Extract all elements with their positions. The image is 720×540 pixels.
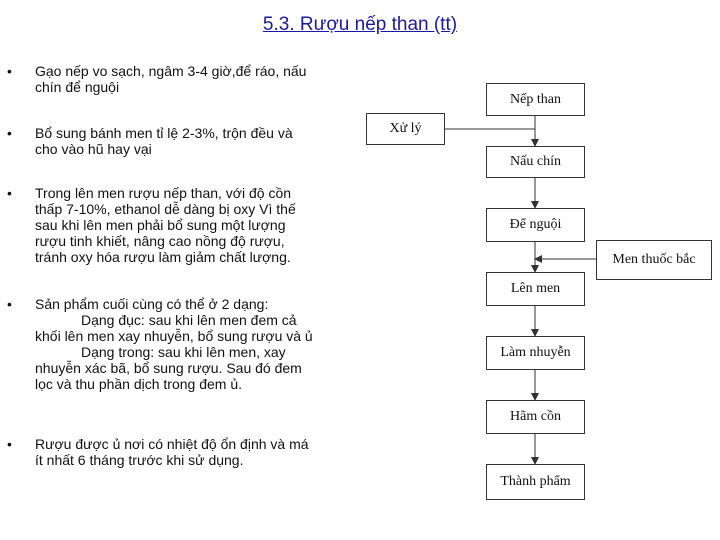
flow-step-label: Làm nhuyễn <box>500 345 571 360</box>
flow-input-xu-ly <box>366 113 445 145</box>
bullet-dot: • <box>7 63 12 79</box>
bullet-line: Rượu được ủ nơi có nhiệt độ ổn định và má <box>35 436 309 452</box>
bullet-line: Sản phẩm cuối cùng có thể ở 2 dạng: <box>35 296 269 312</box>
flow-step-nep-than <box>486 83 585 116</box>
flow-step-len-men <box>486 272 585 306</box>
flow-step-label: Lên men <box>510 281 561 296</box>
bullet-line: chín để nguội <box>35 79 120 95</box>
bullet-dot: • <box>7 296 12 312</box>
flow-step-label: Nấu chín <box>510 154 561 169</box>
bullet-line: Bổ sung bánh men tỉ lệ 2-3%, trộn đều và <box>35 125 293 141</box>
flow-input-men-thuoc-bac <box>596 240 712 280</box>
bullet-line: Dạng đục: sau khi lên men đem cả <box>81 312 297 328</box>
flow-step-lam-nhuyen <box>486 336 585 370</box>
bullet-line: khối lên men xay nhuyễn, bổ sung rượu và ủ <box>35 328 313 344</box>
bullet-line: tránh oxy hóa rượu làm giảm chất lượng. <box>35 249 291 265</box>
bullet-line: rượu tinh khiết, nâng cao nồng độ rượu, <box>35 233 285 249</box>
flow-step-thanh-pham <box>486 464 585 500</box>
bullet-line: Trong lên men rượu nếp than, với độ cồn <box>35 185 292 201</box>
flow-step-label: Nếp than <box>510 91 561 107</box>
bullet-line: lọc và thu phần dịch trong đem ủ. <box>35 376 243 392</box>
flow-step-label: Thành phẩm <box>500 474 571 489</box>
flow-step-de-nguoi <box>486 208 585 242</box>
bullet-line: nhuyễn xác bã, bổ sung rượu. Sau đó đem <box>35 360 302 376</box>
bullet-line: sau khi lên men phải bổ sung một lượng <box>35 217 286 233</box>
bullet-line: Gạo nếp vo sạch, ngâm 3-4 giờ,để ráo, nấu <box>35 63 307 79</box>
flow-input-label: Men thuốc bắc <box>612 252 696 267</box>
flow-step-ham-con <box>486 400 585 434</box>
bullet-dot: • <box>7 125 12 141</box>
bullet-dot: • <box>7 436 12 452</box>
slide-title-text: 5.3. Rượu nếp than (tt) <box>262 14 458 35</box>
flow-input-label: Xử lý <box>389 121 422 136</box>
bullet-dot: • <box>7 185 12 201</box>
bullet-line: Dạng trong: sau khi lên men, xay <box>81 344 286 360</box>
flow-step-nau-chin <box>486 146 585 178</box>
bullet-line: ít nhất 6 tháng trước khi sử dụng. <box>35 452 244 468</box>
flow-step-label: Hãm cồn <box>510 409 561 424</box>
bullet-line: thấp 7-10%, ethanol dễ dàng bị oxy Vì thế <box>35 201 296 217</box>
bullet-line: cho vào hũ hay vại <box>35 141 152 157</box>
flow-step-label: Để nguội <box>509 217 562 232</box>
